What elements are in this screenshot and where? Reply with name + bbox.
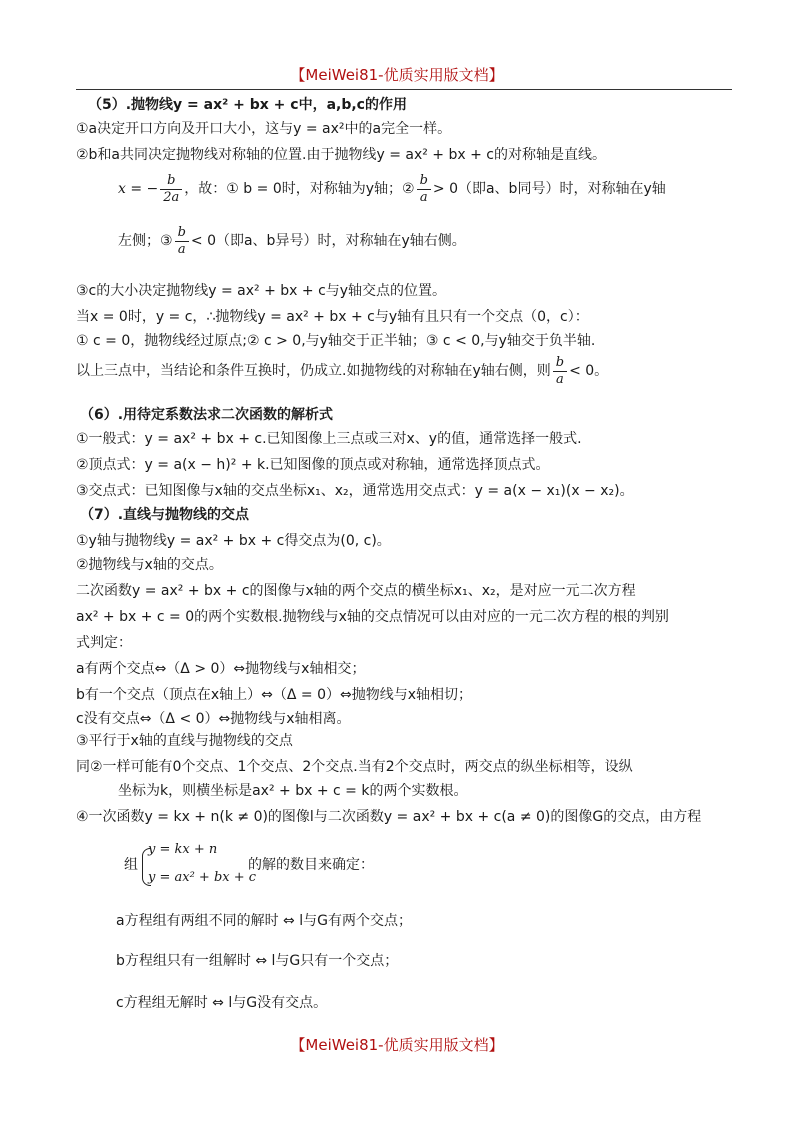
section5-point2: ②b和a共同决定抛物线对称轴的位置.由于抛物线y = ax² + bx + c的对称轴是直线。 (76, 147, 606, 163)
parallel-line-heading: ③平行于x轴的直线与抛物线的交点 (76, 733, 293, 749)
section6-general-form: ①一般式：y = ax² + bx + c.已知图像上三点或三对x、y的值，通常选择一般式. (76, 431, 582, 447)
symmetry-case-text: ，故：① b = 0时，对称轴为y轴；② (184, 181, 415, 197)
system-case-b: b方程组只有一组解时 ⇔ l与G只有一个交点； (116, 953, 399, 969)
section5-point3: ③c的大小决定抛物线y = ax² + bx + c与y轴交点的位置。 (76, 283, 447, 299)
axis-formula-prefix: x = − (118, 181, 159, 197)
fraction-b-over-2a (160, 173, 182, 206)
fraction-denominator: a (419, 189, 428, 205)
left-case-text: < 0（即a、b异号）时，对称轴在y轴右侧。 (190, 233, 466, 249)
symmetry-case-text-2: > 0（即a、b同号）时，对称轴在y轴 (432, 181, 666, 197)
fraction-numerator: b (160, 173, 182, 190)
fraction-numerator: b (553, 355, 567, 372)
section7-heading: （7）.直线与抛物线的交点 (80, 507, 250, 523)
fraction-denominator: 2a (163, 189, 180, 205)
fraction-b-over-a (175, 225, 189, 258)
system-description: 的解的数目来确定： (248, 857, 374, 873)
fraction-b-over-a (553, 355, 567, 388)
section5-point1: ①a决定开口方向及开口大小，这与y = ax²中的a完全一样。 (76, 121, 452, 137)
linear-quadratic-text: ④一次函数y = kx + n(k ≠ 0)的图像l与二次函数y = ax² + bx + c(a ≠ 0)的图像G的交点，由方程 (76, 809, 702, 825)
system-case-c: c方程组无解时 ⇔ l与G没有交点。 (116, 995, 328, 1011)
fraction-numerator: b (175, 225, 189, 242)
fraction-denominator: a (556, 371, 564, 387)
section7-x-axis-intersect: ②抛物线与x轴的交点。 (76, 557, 223, 573)
section5-heading: （5）.抛物线y = ax² + bx + c中，a,b,c的作用 (88, 97, 407, 113)
section6-vertex-form: ②顶点式：y = a(x − h)² + k.已知图像的顶点或对称轴，通常选择顶点式。 (76, 457, 550, 473)
discriminant-case-b: b有一个交点（顶点在x轴上）⇔（Δ = 0）⇔抛物线与x轴相切； (76, 687, 473, 703)
section5-symmetry-line (118, 172, 666, 206)
section7-y-axis-intersect: ①y轴与抛物线y = ax² + bx + c得交点为(0, c)。 (76, 533, 391, 549)
system-case-a: a方程组有两组不同的解时 ⇔ l与G有两个交点； (116, 913, 412, 929)
section5-intercept-cases: ① c = 0，抛物线经过原点;② c > 0,与y轴交于正半轴；③ c < 0,与y轴交于负半轴. (76, 333, 596, 349)
section6-intercept-form: ③交点式：已知图像与x轴的交点坐标x₁、x₂，通常选用交点式：y = a(x − x₁)(x − x₂)。 (76, 483, 634, 499)
section5-intercept: 当x = 0时，y = c，∴抛物线y = ax² + bx + c与y轴有且只有一个交点（0，c）： (76, 309, 589, 325)
section5-left-case-line (118, 224, 466, 258)
parallel-line-text1: 同②一样可能有0个交点、1个交点、2个交点.当有2个交点时，两交点的纵坐标相等，设纵 (76, 759, 633, 775)
section5-converse-line (76, 354, 608, 388)
parallel-line-text2: 坐标为k，则横坐标是ax² + bx + c = k的两个实数根。 (118, 783, 468, 799)
fraction-b-over-a (417, 173, 431, 206)
section7-paragraph-line3: 式判定： (76, 635, 132, 651)
page-footer: 【MeiWei81-优质实用版文档】 (290, 1036, 504, 1054)
discriminant-case-c: c没有交点⇔（Δ < 0）⇔抛物线与x轴相离。 (76, 711, 351, 727)
fraction-numerator: b (417, 173, 431, 190)
converse-end: < 0。 (569, 363, 609, 379)
section7-paragraph-line2: ax² + bx + c = 0的两个实数根.抛物线与x轴的交点情况可以由对应的一元二次方程的根的判别 (76, 609, 669, 625)
fraction-denominator: a (177, 241, 186, 257)
converse-text: 以上三点中，当结论和条件互换时，仍成立.如抛物线的对称轴在y轴右侧，则 (76, 363, 551, 379)
section7-paragraph-line1: 二次函数y = ax² + bx + c的图像与x轴的两个交点的横坐标x₁、x₂，是对应一元二次方程 (76, 583, 636, 599)
system-equation-1: y = kx + n (148, 842, 218, 857)
system-equation-2: y = ax² + bx + c (148, 870, 257, 885)
page-header: 【MeiWei81-优质实用版文档】 (290, 66, 504, 84)
header-divider (76, 89, 732, 90)
system-label: 组 (124, 857, 138, 873)
discriminant-case-a: a有两个交点⇔（Δ > 0）⇔抛物线与x轴相交； (76, 661, 366, 677)
left-case-prefix: 左侧；③ (118, 233, 173, 249)
section6-heading: （6）.用待定系数法求二次函数的解析式 (80, 407, 334, 423)
